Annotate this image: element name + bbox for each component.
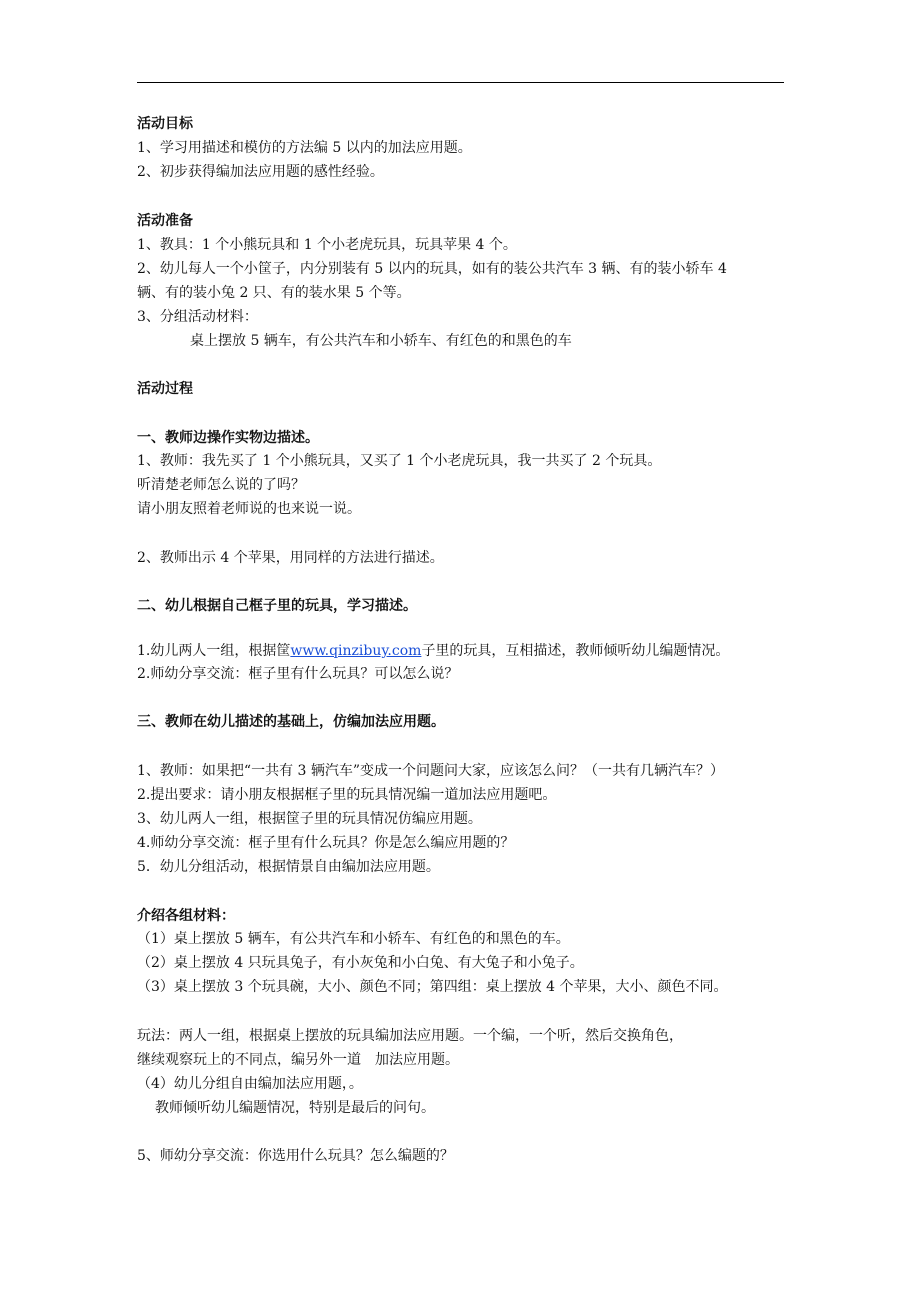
groups-title: 介绍各组材料： bbox=[137, 908, 235, 924]
part-2-line-1-end: 子里的玩具，互相描述，教师倾听幼儿编题情况。 bbox=[421, 643, 730, 659]
prep-line-4: 3、分组活动材料： bbox=[137, 309, 258, 325]
group-line-1: （1）桌上摆放 5 辆车，有公共汽车和小轿车、有红色的和黑色的车。 bbox=[137, 931, 570, 947]
part-2-line-1 bbox=[137, 641, 729, 661]
part-1-line-3: 请小朋友照着老师说的也来说一说。 bbox=[137, 501, 361, 517]
part-2-line-2: 2.师幼分享交流：框子里有什么玩具？可以怎么说？ bbox=[137, 666, 459, 682]
section-title-goals: 活动目标 bbox=[137, 116, 193, 132]
prep-line-5: 桌上摆放 5 辆车，有公共汽车和小轿车、有红色的和黑色的车 bbox=[190, 333, 572, 349]
website-link[interactable]: www.qinzibuy.com bbox=[290, 643, 422, 659]
play-line-2: 继续观察玩上的不同点，编另外一道 加法应用题。 bbox=[137, 1052, 459, 1068]
play-line-4: 教师倾听幼儿编题情况，特别是最后的问句。 bbox=[155, 1100, 435, 1116]
goal-line-2: 2、初步获得编加法应用题的感性经验。 bbox=[137, 164, 384, 180]
header-rule bbox=[137, 82, 784, 83]
prep-line-3: 辆、有的装小兔 2 只、有的装水果 5 个等。 bbox=[137, 285, 411, 301]
group-line-2: （2）桌上摆放 4 只玩具兔子，有小灰兔和小白兔、有大兔子和小兔子。 bbox=[137, 955, 584, 971]
part-3-line-1: 1、教师：如果把“一共有 3 辆汽车”变成一个问题问大家，应该怎么问？（一共有几辆汽车？） bbox=[137, 763, 725, 779]
play-line-3: （4）幼儿分组自由编加法应用题，。 bbox=[137, 1076, 363, 1092]
part-1-line-2: 听清楚老师怎么说的了吗？ bbox=[137, 477, 305, 493]
section-title-prep: 活动准备 bbox=[137, 213, 193, 229]
part-2-line-1-start: 1.幼儿两人一组，根据筐 bbox=[137, 643, 291, 659]
part-3-line-3: 3、幼儿两人一组，根据筐子里的玩具情况仿编应用题。 bbox=[137, 811, 482, 827]
part-3-line-5: 5．幼儿分组活动，根据情景自由编加法应用题。 bbox=[137, 859, 440, 875]
prep-line-2: 2、幼儿每人一个小筐子，内分别装有 5 以内的玩具，如有的装公共汽车 3 辆、有的装小轿车 4 bbox=[137, 261, 727, 277]
group-line-3: （3）桌上摆放 3 个玩具碗，大小、颜色不同；第四组：桌上摆放 4 个苹果，大小、颜色不同。 bbox=[137, 979, 728, 995]
goal-line-1: 1、学习用描述和模仿的方法编 5 以内的加法应用题。 bbox=[137, 140, 472, 156]
part-1-title: 一、教师边操作实物边描述。 bbox=[137, 430, 319, 446]
part-3-line-2: 2.提出要求：请小朋友根据框子里的玩具情况编一道加法应用题吧。 bbox=[137, 787, 557, 803]
final-line: 5、师幼分享交流：你选用什么玩具？怎么编题的？ bbox=[137, 1148, 454, 1164]
part-3-title: 三、教师在幼儿描述的基础上，仿编加法应用题。 bbox=[137, 714, 445, 730]
part-2-title: 二、幼儿根据自己框子里的玩具，学习描述。 bbox=[137, 598, 417, 614]
part-1-line-1: 1、教师：我先买了 1 个小熊玩具，又买了 1 个小老虎玩具，我一共买了 2 个玩具。 bbox=[137, 453, 662, 469]
play-line-1: 玩法：两人一组，根据桌上摆放的玩具编加法应用题。一个编，一个听，然后交换角色， bbox=[137, 1028, 683, 1044]
section-title-process: 活动过程 bbox=[137, 381, 193, 397]
prep-line-1: 1、教具：1 个小熊玩具和 1 个小老虎玩具，玩具苹果 4 个。 bbox=[137, 237, 517, 253]
part-3-line-4: 4.师幼分享交流：框子里有什么玩具？你是怎么编应用题的？ bbox=[137, 835, 515, 851]
part-1-line-4: 2、教师出示 4 个苹果，用同样的方法进行描述。 bbox=[137, 550, 444, 566]
